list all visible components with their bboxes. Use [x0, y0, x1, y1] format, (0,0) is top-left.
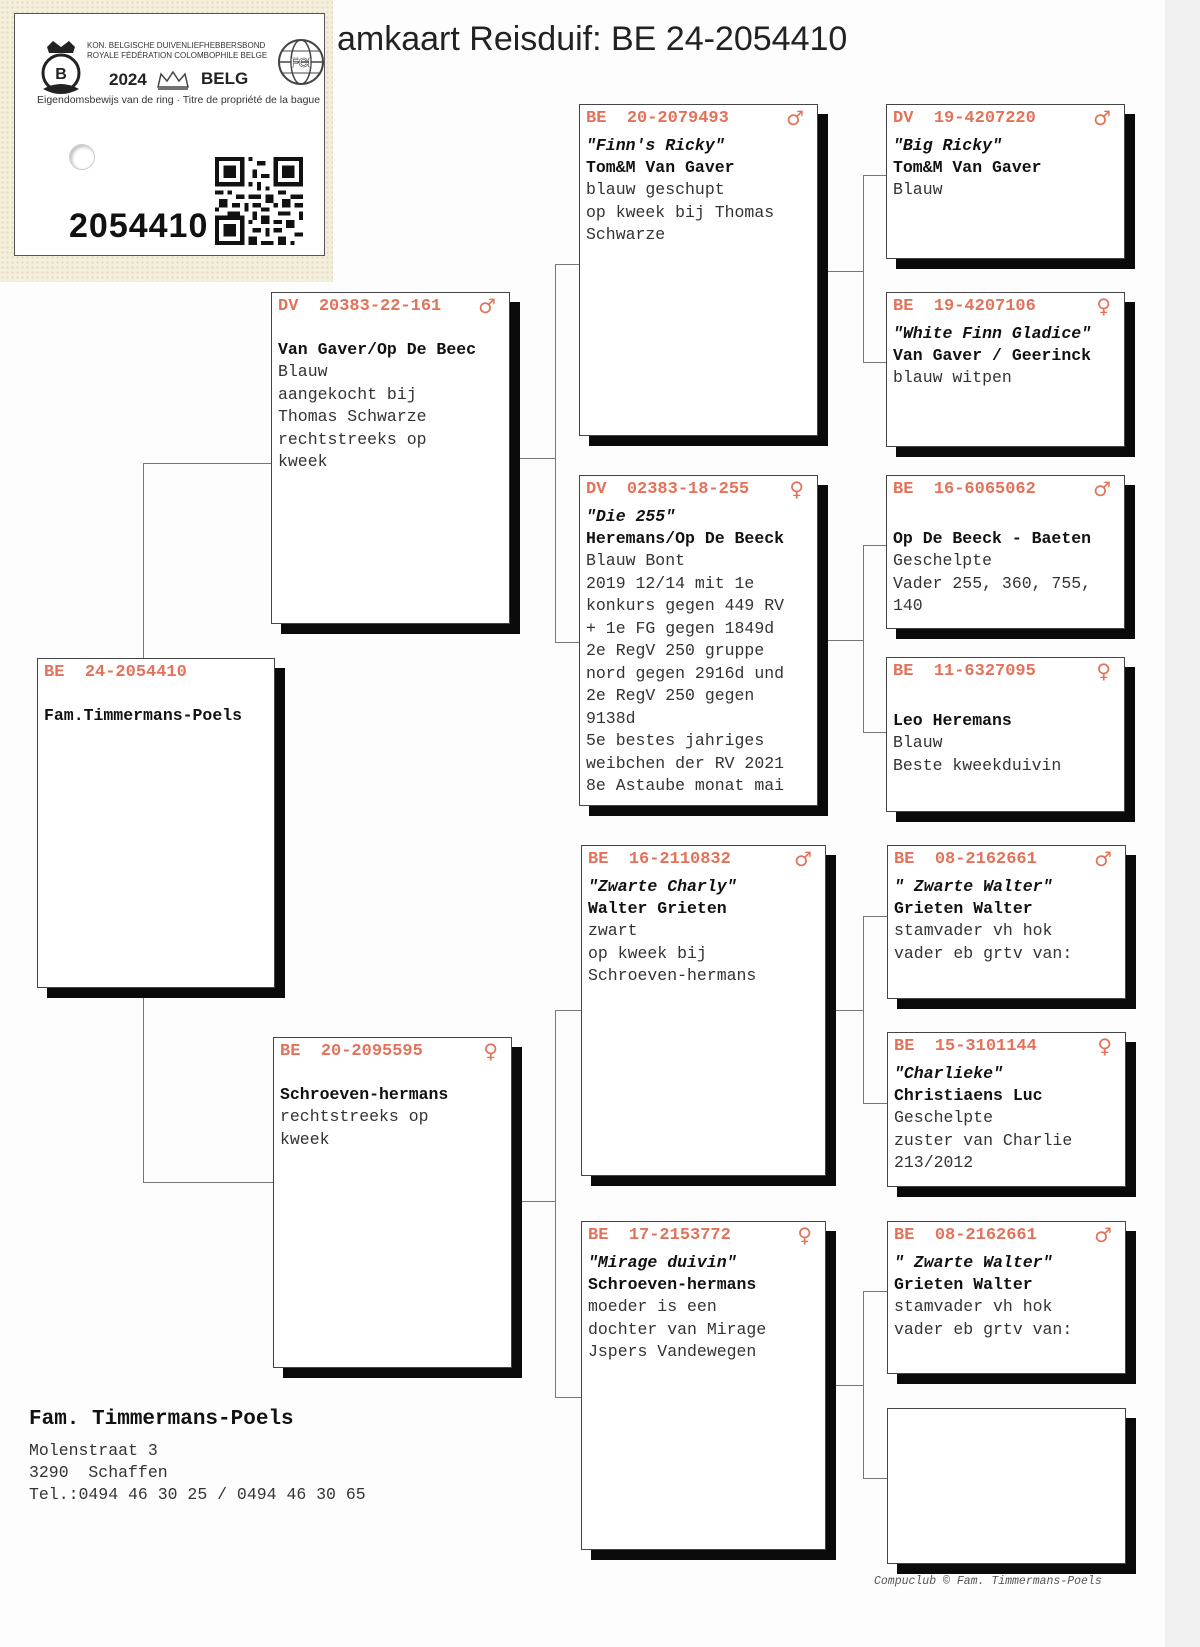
ring-year: 2024 [109, 70, 147, 89]
note-line: + 1e FG gegen 1849d [586, 618, 775, 638]
note-line: moeder is een [588, 1297, 717, 1316]
pedigree-father-box [271, 292, 510, 624]
breeder-name: Grieten Walter [894, 1275, 1033, 1294]
nickname: "White Finn Gladice" [893, 324, 1092, 343]
nickname: "Die 255" [586, 507, 676, 526]
note-line: Beste kweekduivin [893, 755, 1062, 775]
ring-number: 20383-22-161 [318, 297, 442, 316]
note-line: 5e bestes jahriges [586, 731, 765, 750]
note-line: zuster van Charlie [894, 1130, 1073, 1150]
bond-logo-letter: B [55, 66, 67, 83]
pedigree-dam-dam-box [581, 1221, 826, 1550]
note-line: Blauw [278, 362, 328, 381]
ring-country: BE [588, 1226, 609, 1245]
note-line: stamvader vh hok [894, 1297, 1053, 1316]
pedigree-mff-box [887, 845, 1126, 999]
female-icon: ♀ [483, 1039, 498, 1063]
ring-country: BE [44, 663, 65, 682]
ring-code [586, 477, 811, 501]
ring-number: 2054410 [69, 207, 209, 245]
page-title: amkaart Reisduif: BE 24-2054410 [337, 20, 848, 58]
ring-number: 08-2162661 [934, 850, 1037, 869]
pedigree-mmf-box [887, 1221, 1126, 1374]
ring-number: 11-6327095 [933, 662, 1036, 681]
breeder-name: Op De Beeck - Baeten [893, 529, 1092, 548]
ring-number: 19-4207220 [933, 109, 1036, 128]
note-line: 8e Astaube monat mai [586, 776, 785, 795]
bond-org-line-2: ROYALE FÉDÉRATION COLOMBOPHILE BELGE [87, 51, 268, 60]
ring-number: 17-2153772 [628, 1226, 731, 1245]
bond-org-line-1: KON. BELGISCHE DUIVENLIEFHEBBERSBOND [87, 41, 266, 50]
crown-icon [155, 69, 191, 91]
fci-globe-logo-icon [275, 36, 327, 88]
ring-country: DV [278, 297, 299, 316]
note-line: Blauw [893, 733, 943, 752]
breeder-name: Christiaens Luc [894, 1086, 1043, 1105]
page-edge [1165, 0, 1200, 1647]
note-line: Blauw [893, 180, 943, 199]
breeder-name: Van Gaver/Op De Beec [278, 340, 477, 359]
note-line: kweek [278, 452, 328, 471]
breeder-name: Heremans/Op De Beeck [586, 529, 785, 548]
male-icon: ♂ [1093, 477, 1111, 501]
note-line: weibchen der RV 2021 [586, 753, 785, 773]
note-line: Schwarze [586, 225, 666, 244]
male-icon: ♂ [786, 106, 804, 130]
note-line: op kweek bij [588, 943, 707, 963]
pedigree-fmm-box [886, 657, 1125, 812]
ring-number: 16-6065062 [933, 480, 1036, 499]
note-line: 140 [893, 596, 923, 615]
ring-country: BE [893, 662, 914, 681]
ring-country: BELG [201, 69, 249, 88]
ring-certificate [0, 0, 333, 282]
pedigree-sire-dam-box [579, 475, 818, 806]
pedigree-ffm-box [886, 292, 1125, 447]
note-line: blauw witpen [893, 368, 1012, 387]
note-line: Geschelpte [894, 1108, 994, 1127]
female-icon: ♀ [789, 477, 804, 501]
breeder-name: Tom&M Van Gaver [893, 158, 1042, 177]
nickname: " Zwarte Walter" [894, 877, 1053, 896]
note-line: 213/2012 [894, 1153, 974, 1172]
pedigree-subject-box [37, 658, 275, 988]
pedigree-fff-box [886, 104, 1125, 259]
ring-code [894, 1223, 1119, 1247]
ring-country: BE [894, 1037, 915, 1056]
note-line: Vader 255, 360, 755, [893, 573, 1092, 593]
ring-country: BE [586, 109, 607, 128]
ring-code [893, 106, 1118, 130]
ring-code [893, 294, 1118, 318]
ring-code [278, 294, 503, 318]
ring-number: 08-2162661 [934, 1226, 1037, 1245]
male-icon: ♂ [478, 294, 496, 318]
ring-certificate-card [14, 13, 325, 256]
nickname: " Zwarte Walter" [894, 1253, 1053, 1272]
pedigree-mfm-box [887, 1032, 1126, 1187]
note-line: blauw geschupt [586, 180, 725, 199]
ring-number: 15-3101144 [934, 1037, 1037, 1056]
pedigree-sire-sire-box [579, 104, 818, 436]
ring-number: 20-2079493 [626, 109, 729, 128]
note-line: vader eb grtv van: [894, 1319, 1073, 1339]
note-line: op kweek bij Thomas [586, 202, 775, 222]
pedigree-fmf-box [886, 475, 1125, 629]
female-icon: ♀ [1097, 1034, 1112, 1058]
nickname: "Mirage duivin" [588, 1253, 737, 1272]
ring-code [44, 663, 268, 683]
note-line: 2e RegV 250 gegen [586, 686, 755, 705]
breeder-name: Tom&M Van Gaver [586, 158, 735, 177]
ring-country: BE [588, 850, 609, 869]
ring-number: 24-2054410 [84, 663, 187, 682]
ring-number: 20-2095595 [320, 1042, 423, 1061]
ring-code [586, 106, 811, 130]
owner-name: Fam. Timmermans-Poels [29, 1408, 294, 1431]
ring-country: BE [893, 480, 914, 499]
fci-logo-letters: FCI [290, 55, 312, 70]
breeder-name: Grieten Walter [894, 899, 1033, 918]
male-icon: ♂ [1093, 106, 1111, 130]
male-icon: ♂ [794, 847, 812, 871]
note-line: 9138d [586, 708, 636, 728]
female-icon: ♀ [1096, 659, 1111, 683]
note-line: zwart [588, 921, 638, 940]
nickname: "Zwarte Charly" [588, 877, 737, 896]
note-line: Thomas Schwarze [278, 407, 427, 426]
note-line: nord gegen 2916d und [586, 663, 785, 683]
note-line: Blauw Bont [586, 551, 686, 570]
nickname: "Charlieke" [894, 1064, 1003, 1083]
ring-country: DV [586, 480, 607, 499]
note-line: aangekocht bij [278, 384, 417, 404]
note-line: 2e RegV 250 gruppe [586, 641, 765, 660]
bond-logo-icon [35, 39, 87, 97]
note-line: dochter van Mirage [588, 1319, 767, 1339]
nickname: "Finn's Ricky" [586, 136, 725, 155]
male-icon: ♂ [1094, 1223, 1112, 1247]
note-line: rechtstreeks op [280, 1107, 429, 1126]
pedigree-dam-sire-box [581, 845, 826, 1176]
female-icon: ♀ [797, 1223, 812, 1247]
breeder-name: Leo Heremans [893, 711, 1012, 730]
ring-code [894, 847, 1119, 871]
pedigree-mother-box [273, 1037, 512, 1368]
note-line: vader eb grtv van: [894, 943, 1073, 963]
ring-country: DV [893, 109, 914, 128]
owner-city: 3290 Schaffen [29, 1463, 168, 1482]
breeder-name: Van Gaver / Geerinck [893, 346, 1092, 365]
ring-number: 19-4207106 [933, 297, 1036, 316]
ring-country: BE [894, 850, 915, 869]
qr-code-icon [215, 157, 303, 245]
ring-code [588, 1223, 819, 1247]
owner-phone: Tel.:0494 46 30 25 / 0494 46 30 65 [29, 1485, 366, 1504]
ring-code [894, 1034, 1119, 1058]
ring-number: 02383-18-255 [626, 480, 750, 499]
ring-number: 16-2110832 [628, 850, 731, 869]
note-line: rechtstreeks op [278, 429, 427, 449]
ring-country: BE [893, 297, 914, 316]
breeder-name: Fam.Timmermans-Poels [44, 706, 243, 725]
breeder-name: Schroeven-hermans [588, 1275, 757, 1294]
ring-code [588, 847, 819, 871]
breeder-name: Schroeven-hermans [280, 1085, 449, 1104]
note-line: Schroeven-hermans [588, 966, 757, 985]
owner-street: Molenstraat 3 [29, 1441, 158, 1460]
note-line: kweek [280, 1129, 330, 1149]
female-icon: ♀ [1096, 294, 1111, 318]
note-line: Geschelpte [893, 551, 993, 570]
pedigree-mmm-box-empty [887, 1408, 1126, 1564]
nickname: "Big Ricky" [893, 136, 1002, 155]
male-icon: ♂ [1094, 847, 1112, 871]
ring-code [893, 477, 1118, 501]
ring-code [893, 659, 1118, 683]
breeder-name: Walter Grieten [588, 899, 727, 918]
ring-country: BE [280, 1042, 301, 1061]
note-line: Jspers Vandewegen [588, 1342, 757, 1361]
note-line: konkurs gegen 449 RV [586, 596, 785, 615]
punch-hole [69, 144, 95, 170]
note-line: 2019 12/14 mit 1e [586, 573, 755, 593]
note-line: stamvader vh hok [894, 921, 1053, 940]
ring-code [280, 1039, 505, 1063]
ring-caption: Eigendomsbewijs van de ring · Titre de propriété de la bague [37, 94, 321, 106]
ring-country: BE [894, 1226, 915, 1245]
footer-copyright: Compuclub © Fam. Timmermans-Poels [874, 1575, 1102, 1588]
